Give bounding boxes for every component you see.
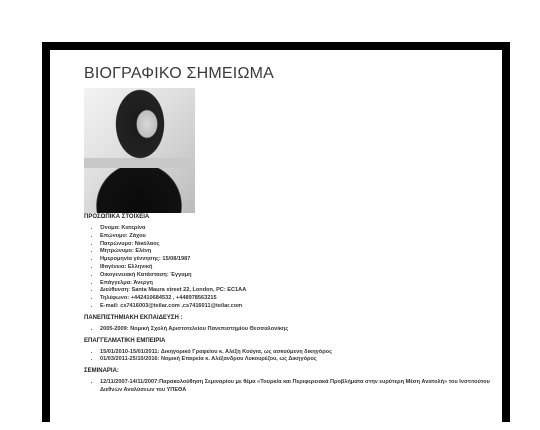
list-item: • 12/11/2007-14/11/2007:Παρακολούθηση Σεμιναρίου με θέμα «Τουρκία και Περιφερειακά Προβλήματα στην ευρύτερη Μέση Ανατολή» του Ινστιτούτου Διεθνών Αναλύσεων του ΥΠΕΘΑ xyxy=(100,379,496,395)
section-experience xyxy=(84,337,496,365)
section-heading-seminars: ΣΕΜΙΝΑΡΙΑ: xyxy=(84,368,119,375)
section-education xyxy=(84,314,496,334)
seminars-list xyxy=(84,379,496,395)
list-item: • Επάγγελμα: Άνεργη xyxy=(100,280,496,288)
list-item: • Ημερομηνία γέννησης: 15/08/1987 xyxy=(100,256,496,264)
personal-list xyxy=(84,225,496,311)
list-item: • 15/01/2010-15/01/2011: Δικηγορικό Γραφείου κ. Αλέξη Κούγια, ως ασκούμενη δικηγόρος xyxy=(100,349,496,357)
list-item: • Οικογενειακή Κατάσταση: Έγγαμη xyxy=(100,272,496,280)
page-title: ΒΙΟΓΡΑΦΙΚΟ ΣΗΜΕΙΩΜΑ xyxy=(84,65,275,82)
list-item: • E-mail: cs7416003@teilar.com ,cs7416011@teilar.com xyxy=(100,303,496,311)
list-item: • Τηλέφωνο: +442410684532 , +448978563215 xyxy=(100,295,496,303)
list-item: • Όνομα: Κατερίνα xyxy=(100,225,496,233)
list-item: • Επώνυμο: Ζάχου xyxy=(100,233,496,241)
section-personal xyxy=(84,213,496,311)
list-item: • Μητρώνυμο: Ελένη xyxy=(100,248,496,256)
list-item: • 2005-2009: Νομική Σχολή Αριστοτελείου Πανεπιστημίου Θεσσαλονίκης xyxy=(100,326,496,334)
section-heading-experience: ΕΠΑΓΓΕΛΜΑΤΙΚΗ ΕΜΠΕΙΡΙΑ xyxy=(84,337,166,344)
document-content xyxy=(84,64,496,398)
section-seminars xyxy=(84,367,496,395)
list-item: • Διεύθυνση: Santa Maura street 22, London, PC: EC1AA xyxy=(100,287,496,295)
profile-photo xyxy=(84,88,195,213)
section-heading-personal: ΠΡΟΣΩΠΙΚΑ ΣΤΟΙΧΕΙΑ xyxy=(84,214,150,220)
list-item: • Ιθαγένεια: Ελληνική xyxy=(100,264,496,272)
section-heading-education: ΠΑΝΕΠΙΣΤΗΜΙΑΚΗ ΕΚΠΑΙΔΕΥΣΗ : xyxy=(84,314,183,321)
experience-list xyxy=(84,349,496,365)
list-item: • 01/03/2011-25/10/2016: Νομική Εταιρεία κ. Αλέξανδρου Λυκουρέζου, ως Δικηγόρος xyxy=(100,356,496,364)
document-frame xyxy=(42,42,510,422)
list-item: • Πατρώνυμο: Νικόλαος xyxy=(100,241,496,249)
document-page xyxy=(50,50,502,430)
education-list xyxy=(84,326,496,334)
